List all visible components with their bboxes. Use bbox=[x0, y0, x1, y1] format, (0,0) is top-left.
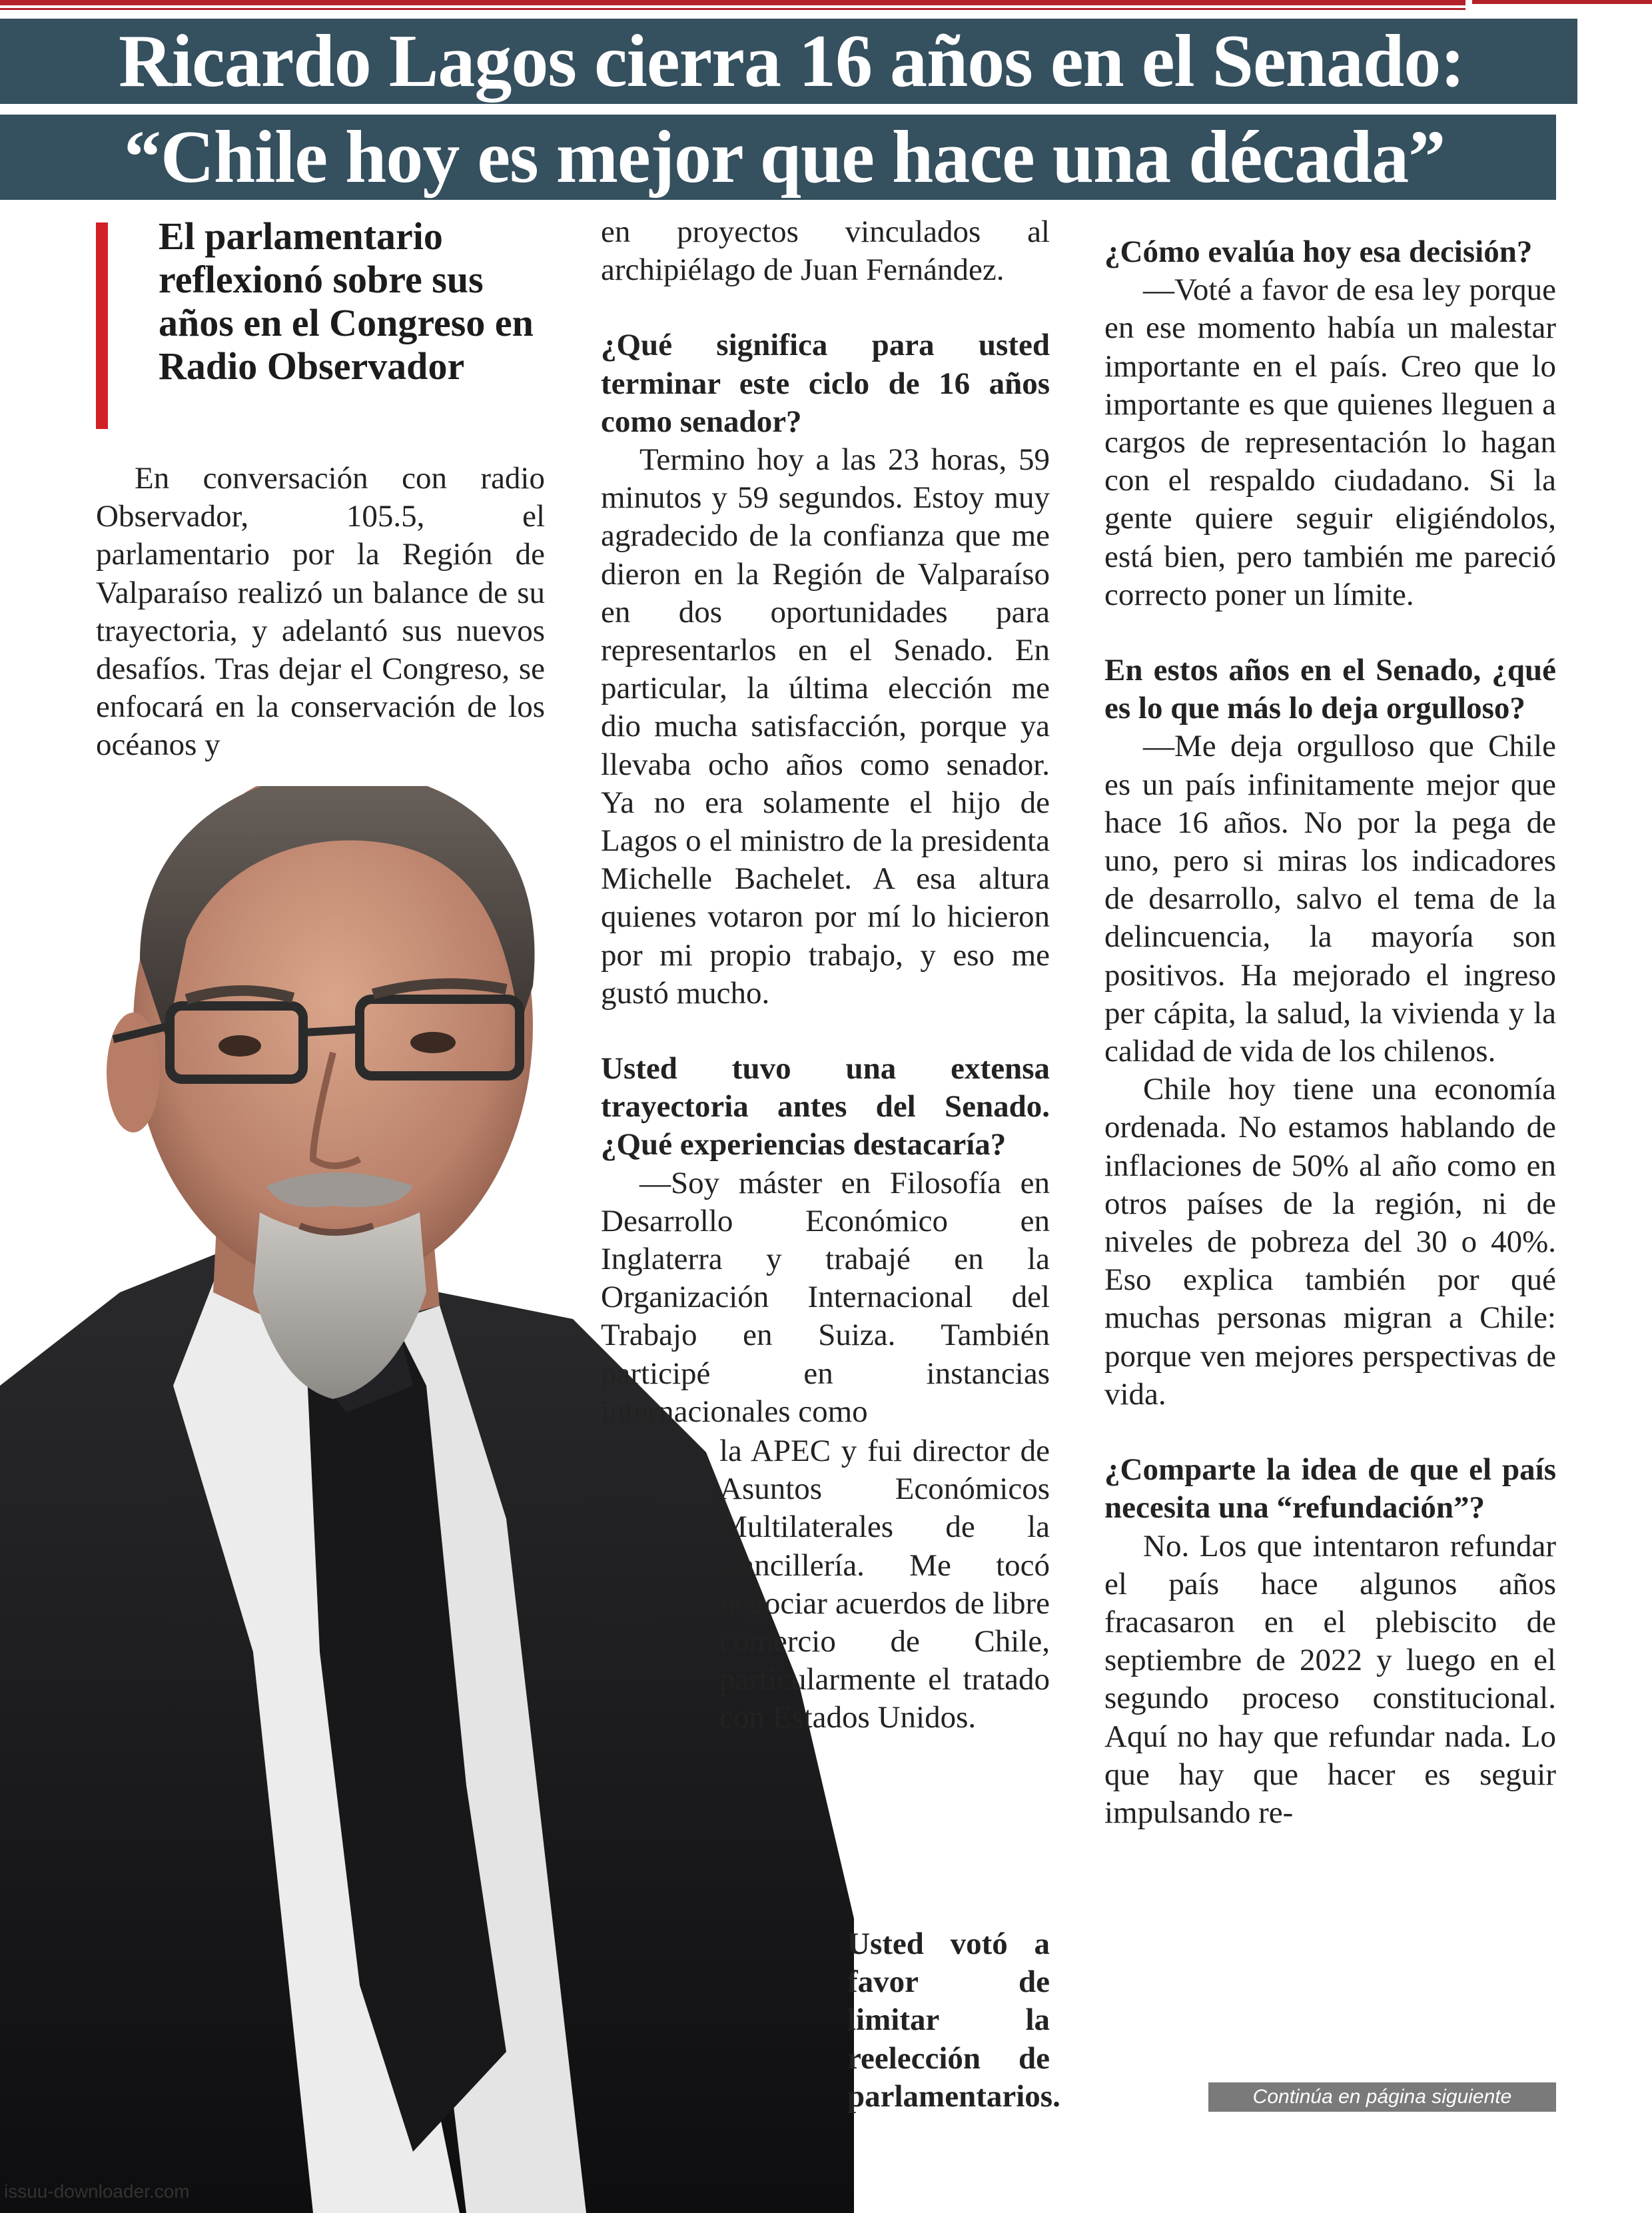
lead-accent-bar bbox=[96, 222, 108, 429]
top-rule bbox=[0, 0, 1465, 5]
headline-line-2 bbox=[0, 115, 1556, 200]
answer-4b: Chile hoy tiene una economía ordenada. No estamos hablando de inflaciones de 50% al año como en otros países de la región, ni de niveles de pobreza del 30 o 40%. Eso explica también por qué muchas personas migran a Chile: porque ven mejores perspectivas de vida. bbox=[1104, 1072, 1556, 1412]
column-2 bbox=[601, 213, 1050, 1431]
question-3-block bbox=[847, 1925, 1060, 2116]
intro-paragraph: En conversación con radio Observador, 105.5, el parlamentario por la Región de Valparaíso realizó un balance de su trayectoria, y adelantó sus nuevos desafíos. Tras dejar el Congreso, se enfocará en la conservación de los océanos y bbox=[96, 461, 545, 763]
answer-3: —Voté a favor de esa ley porque en ese momento había un malestar importante en el país. Creo que lo importante es que quienes lleguen a cargos de representación lo hagan con el respaldo ciudadano. Si la gente quiere seguir eligiéndolos, está bien, pero también me pareció correcto poner un límite. bbox=[1104, 272, 1556, 612]
answer-5: No. Los que intentaron refundar el país hace algunos años fracasaron en el plebiscito de septiembre de 2022 y luego en el segundo proceso constitucional. Aquí no hay que refundar nada. Lo que hay que hacer es seguir impulsando re- bbox=[1104, 1528, 1556, 1830]
headline-text-2: “Chile hoy es mejor que hace una década” bbox=[124, 116, 1446, 199]
continued-banner[interactable]: Continúa en página siguiente bbox=[1208, 2082, 1556, 2112]
answer-4: —Me deja orgulloso que Chile es un país infinitamente mejor que hace 16 años. No por la pega de uno, pero si miras los indicadores de desarrollo, salvo el tema de la delincuencia, la mayoría son positivos. Ha mejorado el ingreso per cápita, la salud, la vivienda y la calidad de vida de los chilenos. bbox=[1104, 729, 1556, 1069]
question-5: ¿Comparte la idea de que el país necesita una “refundación”? bbox=[1104, 1452, 1556, 1526]
headline-line-1 bbox=[0, 19, 1577, 104]
question-3b: ¿Cómo evalúa hoy esa decisión? bbox=[1104, 234, 1533, 269]
answer-2: —Soy máster en Filosofía en Desarrollo Económico en Inglaterra y trabajé en la Organización Internacional del Trabajo en Suiza. También participé en instancias internacionales como bbox=[601, 1165, 1050, 1429]
answer-2-continuation: la APEC y fui director de Asuntos Económicos Multilaterales de la Cancillería. Me tocó negociar acuerdos de libre comercio de Chile, particularmente el tratado con Estados Unidos. bbox=[719, 1434, 1050, 1735]
column-1 bbox=[96, 460, 545, 765]
question-2: Usted tuvo una extensa trayectoria antes del Senado. ¿Qué experiencias destacaría? bbox=[601, 1051, 1050, 1162]
question-1: ¿Qué significa para usted terminar este ciclo de 16 años como senador? bbox=[601, 328, 1050, 439]
question-4: En estos años en el Senado, ¿qué es lo que más lo deja orgulloso? bbox=[1104, 653, 1556, 726]
top-rule-right bbox=[1472, 0, 1652, 4]
question-3: Usted votó a favor de limitar la reelección de parlamentarios. bbox=[847, 1927, 1060, 2114]
watermark: issuu-downloader.com bbox=[4, 2181, 190, 2202]
headline-text-1: Ricardo Lagos cierra 16 años en el Senado: bbox=[119, 20, 1465, 103]
top-rule-thin bbox=[0, 8, 1465, 10]
col2-continuation: en proyectos vinculados al archipiélago de Juan Fernández. bbox=[601, 215, 1050, 288]
lead-summary: El parlamentario reflexionó sobre sus años en el Congreso en Radio Observador bbox=[159, 215, 534, 388]
column-3 bbox=[1104, 233, 1556, 1832]
answer-1: Termino hoy a las 23 horas, 59 minutos y 59 segundos. Estoy muy agradecido de la confianza que me dieron en la Región de Valparaíso en dos oportunidades para representarlos en el Senado. En particular, la última elección me dio mucha satisfacción, porque ya llevaba ocho años como senador. Ya no era solamente el hijo de Lagos o el ministro de la presidenta Michelle Bachelet. A esa altura quienes votaron por mí lo hicieron por mi propio trabajo, y eso me gustó mucho. bbox=[601, 442, 1050, 1011]
answer-2-wrap-a bbox=[719, 1432, 1050, 1737]
